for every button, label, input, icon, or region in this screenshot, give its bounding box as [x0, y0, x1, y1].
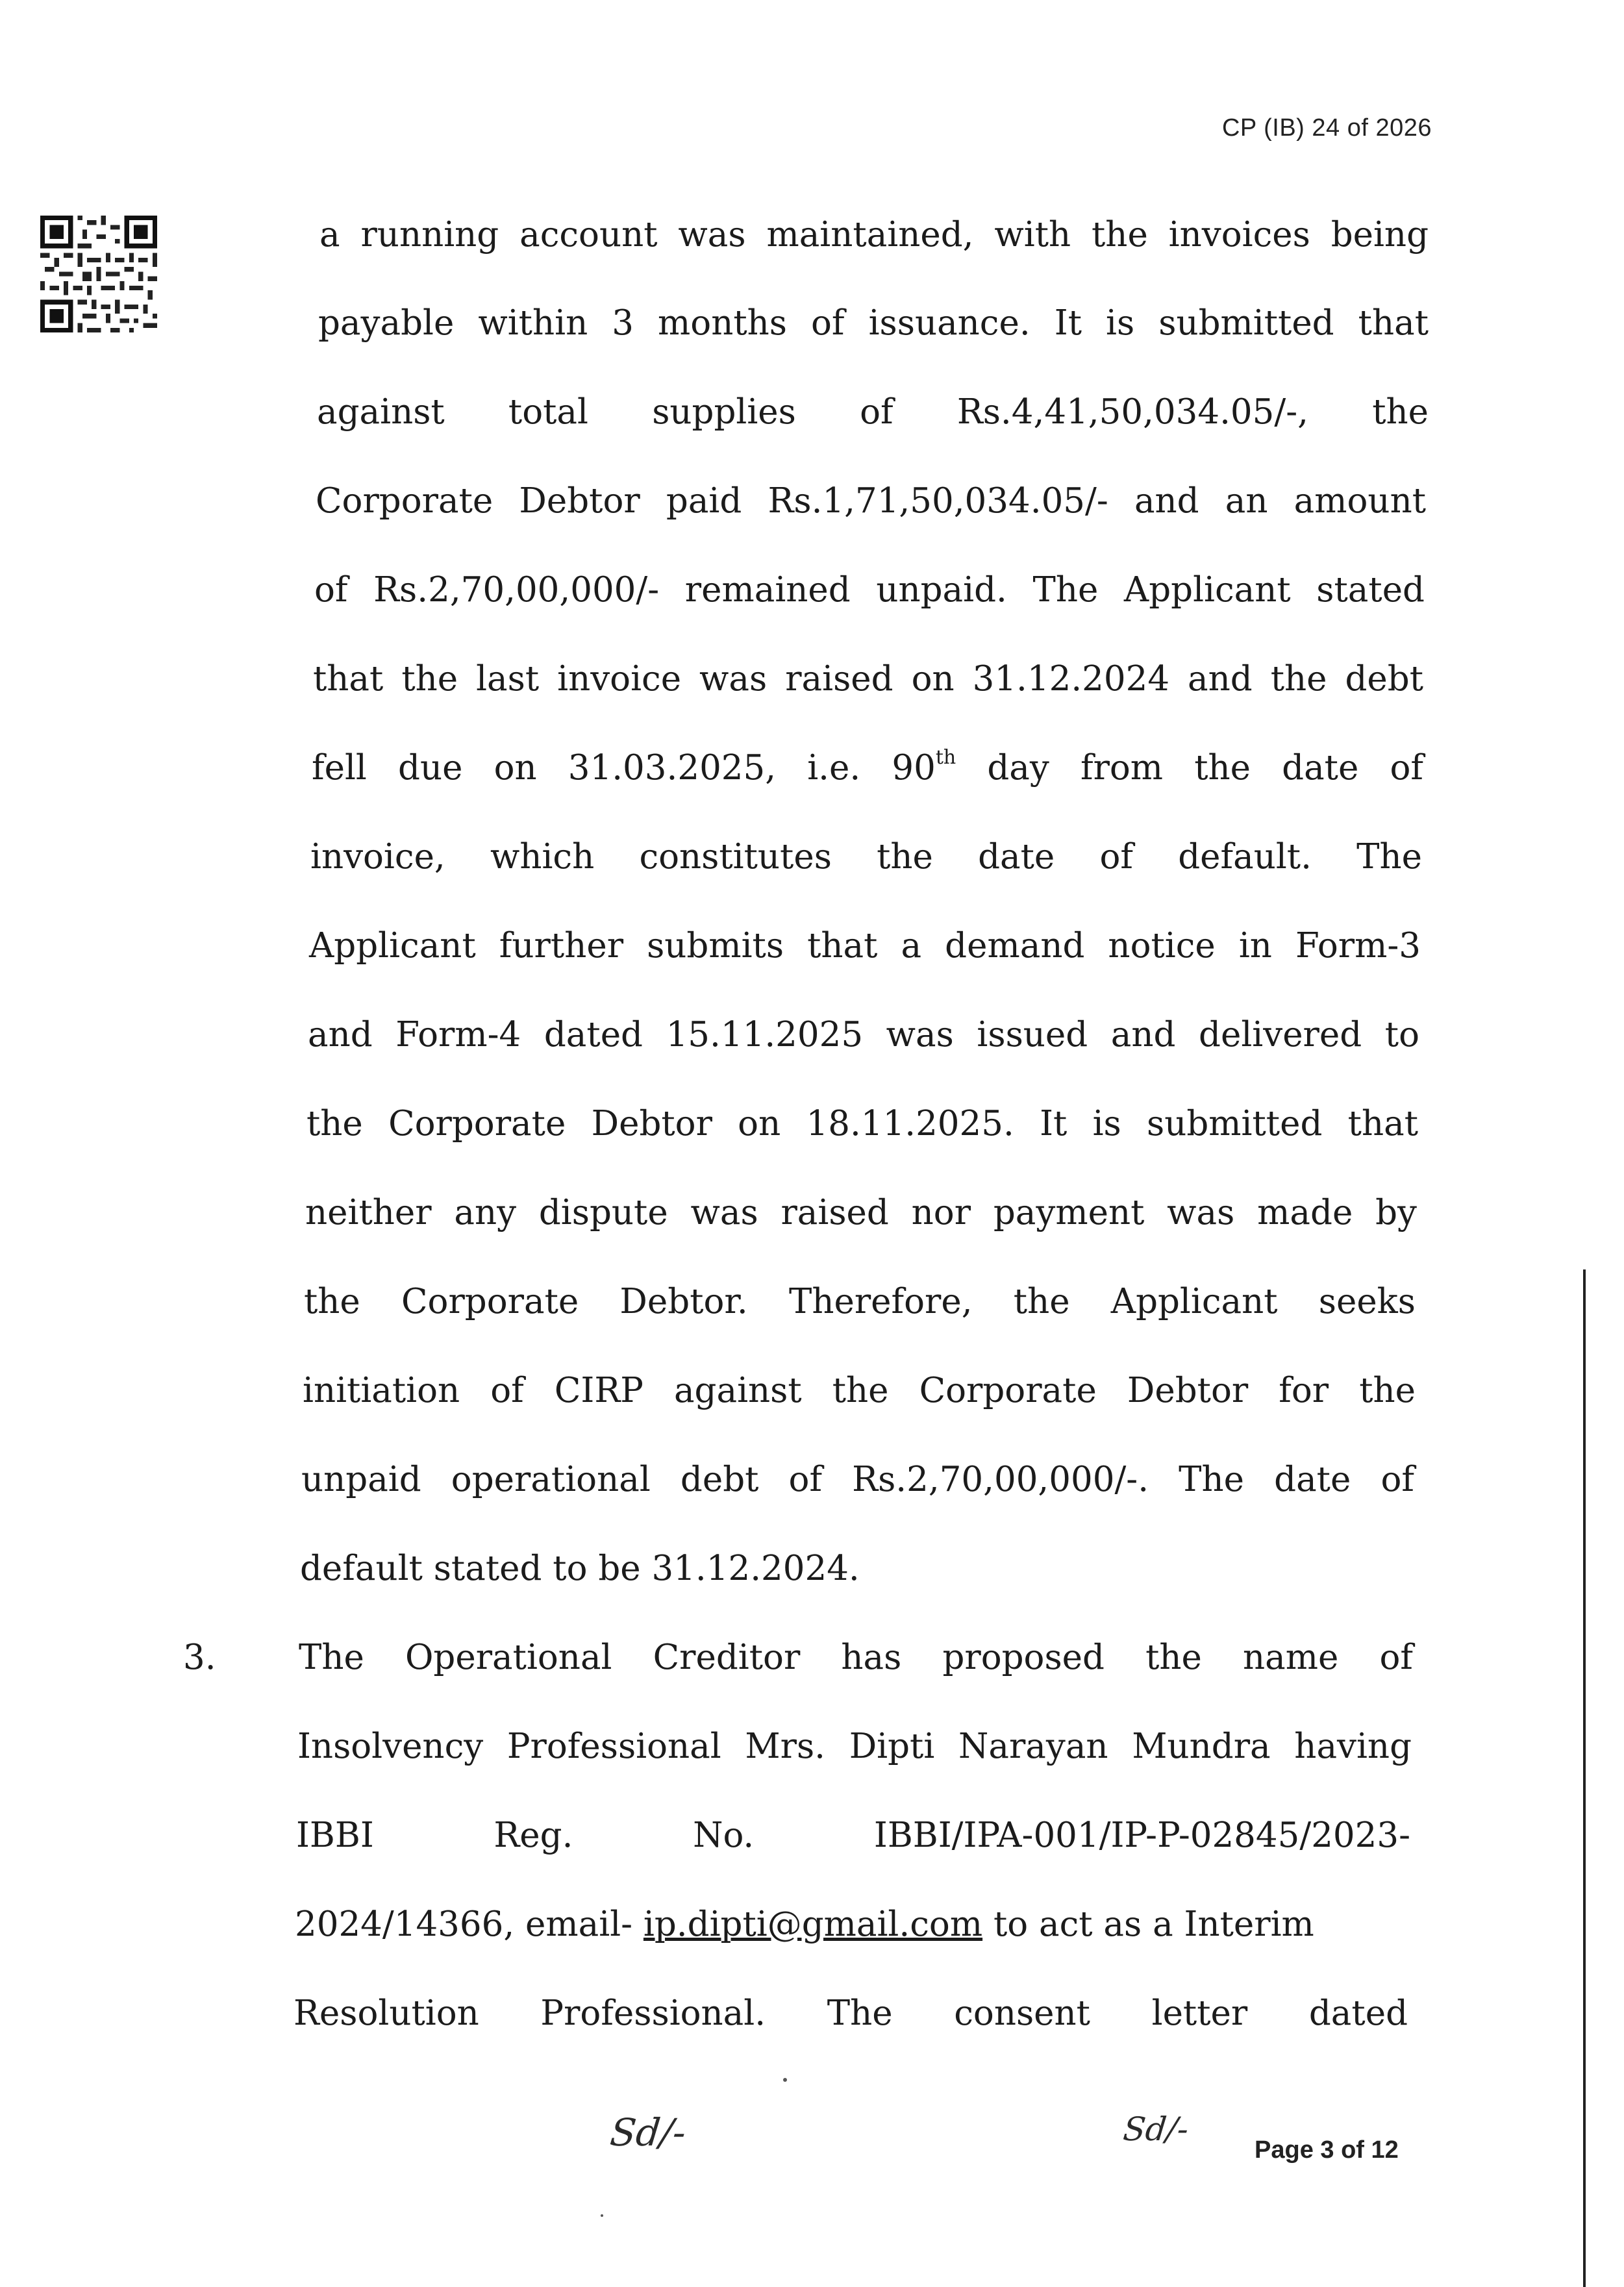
ink-speck — [601, 2214, 603, 2217]
page-number — [1255, 2136, 1399, 2164]
text-line: unpaid operational debt of Rs.2,70,00,000/-. The date of — [301, 1460, 1414, 1499]
text-line: of Rs.2,70,00,000/- remained unpaid. The Applicant stated — [314, 570, 1425, 610]
paragraph-number: 3. — [183, 1638, 216, 1677]
text-line: The Operational Creditor has proposed the name of — [299, 1638, 1413, 1677]
text-line: Corporate Debtor paid Rs.1,71,50,034.05/- and an amount — [316, 481, 1426, 521]
text-line: initiation of CIRP against the Corporate Debtor for the — [303, 1371, 1416, 1410]
text-line: a running account was maintained, with the invoices being — [319, 215, 1429, 255]
text-line: invoice, which constitutes the date of default. The — [310, 837, 1422, 877]
text-line: the Corporate Debtor on 18.11.2025. It is submitted that — [306, 1104, 1418, 1144]
signature-right: Sd/- — [1121, 2110, 1191, 2148]
text-line: Applicant further submits that a demand notice in Form-3 — [309, 926, 1421, 966]
text-line: that the last invoice was raised on 31.12.2024 and the debt — [313, 659, 1423, 699]
text-line — [295, 1899, 1409, 1951]
text-line: neither any dispute was raised nor payment was made by — [305, 1193, 1417, 1232]
text-line: default stated to be 31.12.2024. — [300, 1549, 860, 1588]
scan-edge-line — [1583, 1269, 1586, 2287]
case-reference: CP (IB) 24 of 2026 — [1221, 114, 1432, 142]
ordinal-superscript: th — [935, 746, 956, 769]
text-line: and Form-4 dated 15.11.2025 was issued and delivered to — [308, 1015, 1419, 1055]
text-segment: fell due on 31.03.2025, i.e. 90 — [312, 748, 936, 788]
page-current: 3 — [1320, 2136, 1334, 2164]
text-line: the Corporate Debtor. Therefore, the Applicant seeks — [304, 1282, 1416, 1321]
text-line: IBBI Reg. No. IBBI/IPA-001/IP-P-02845/2023- — [296, 1816, 1410, 1855]
text-segment: 2024/14366, email- — [295, 1905, 643, 1944]
page-total: 12 — [1371, 2136, 1399, 2164]
signature-left: Sd/- — [608, 2110, 688, 2155]
email-link[interactable]: ip.dipti@gmail.com — [643, 1905, 983, 1944]
page-of: of — [1341, 2136, 1364, 2164]
qr-code-icon — [40, 216, 157, 332]
text-segment: day from the date of — [956, 748, 1423, 788]
text-line: against total supplies of Rs.4,41,50,034.05/-, the — [317, 392, 1429, 432]
text-line: Resolution Professional. The consent letter dated — [294, 1993, 1408, 2033]
text-segment: to act as a Interim — [982, 1905, 1314, 1944]
ink-speck — [783, 2078, 787, 2082]
text-line: payable within 3 months of issuance. It is submitted that — [318, 303, 1429, 343]
page-label: Page — [1255, 2136, 1314, 2164]
text-line: Insolvency Professional Mrs. Dipti Narayan Mundra having — [297, 1727, 1412, 1766]
text-line — [312, 742, 1423, 794]
